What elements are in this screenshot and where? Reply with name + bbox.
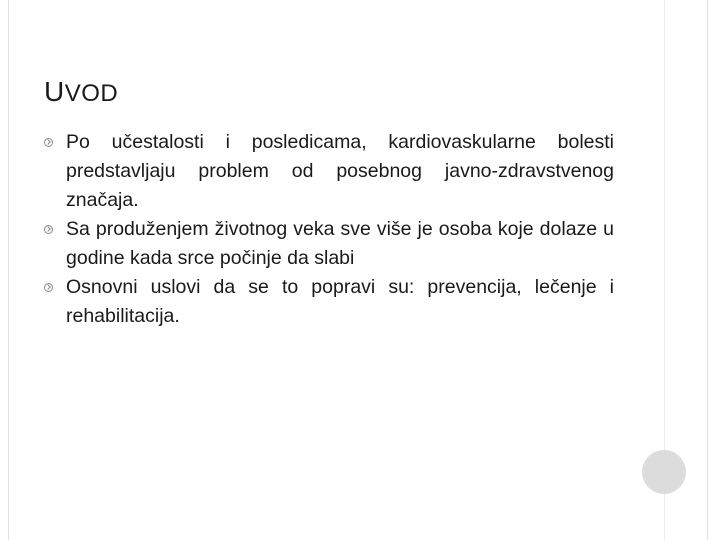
- circle-chevron-icon: [44, 283, 53, 292]
- decorative-circle: [642, 450, 686, 494]
- bullet-text: Osnovni uslovi da se to popravi su: prevencija, lečenje i rehabilitacija.: [66, 276, 614, 327]
- title-initial: U: [44, 76, 65, 107]
- bullet-text: Po učestalosti i posledicama, kardiovaskularne bolesti predstavljaju problem od posebnog javno-zdravstvenog značaja.: [66, 131, 614, 211]
- circle-chevron-icon: [44, 225, 53, 234]
- bullet-item: [44, 215, 614, 273]
- bullet-list: [44, 128, 614, 331]
- bullet-text: Sa produženjem životnog veka sve više je osoba koje dolaze u godine kada srce počinje da slabi: [66, 218, 614, 269]
- circle-chevron-icon: [44, 138, 53, 147]
- title-rest: VOD: [64, 80, 119, 107]
- slide-title: [44, 76, 118, 108]
- bullet-item: [44, 128, 614, 215]
- bullet-item: [44, 273, 614, 331]
